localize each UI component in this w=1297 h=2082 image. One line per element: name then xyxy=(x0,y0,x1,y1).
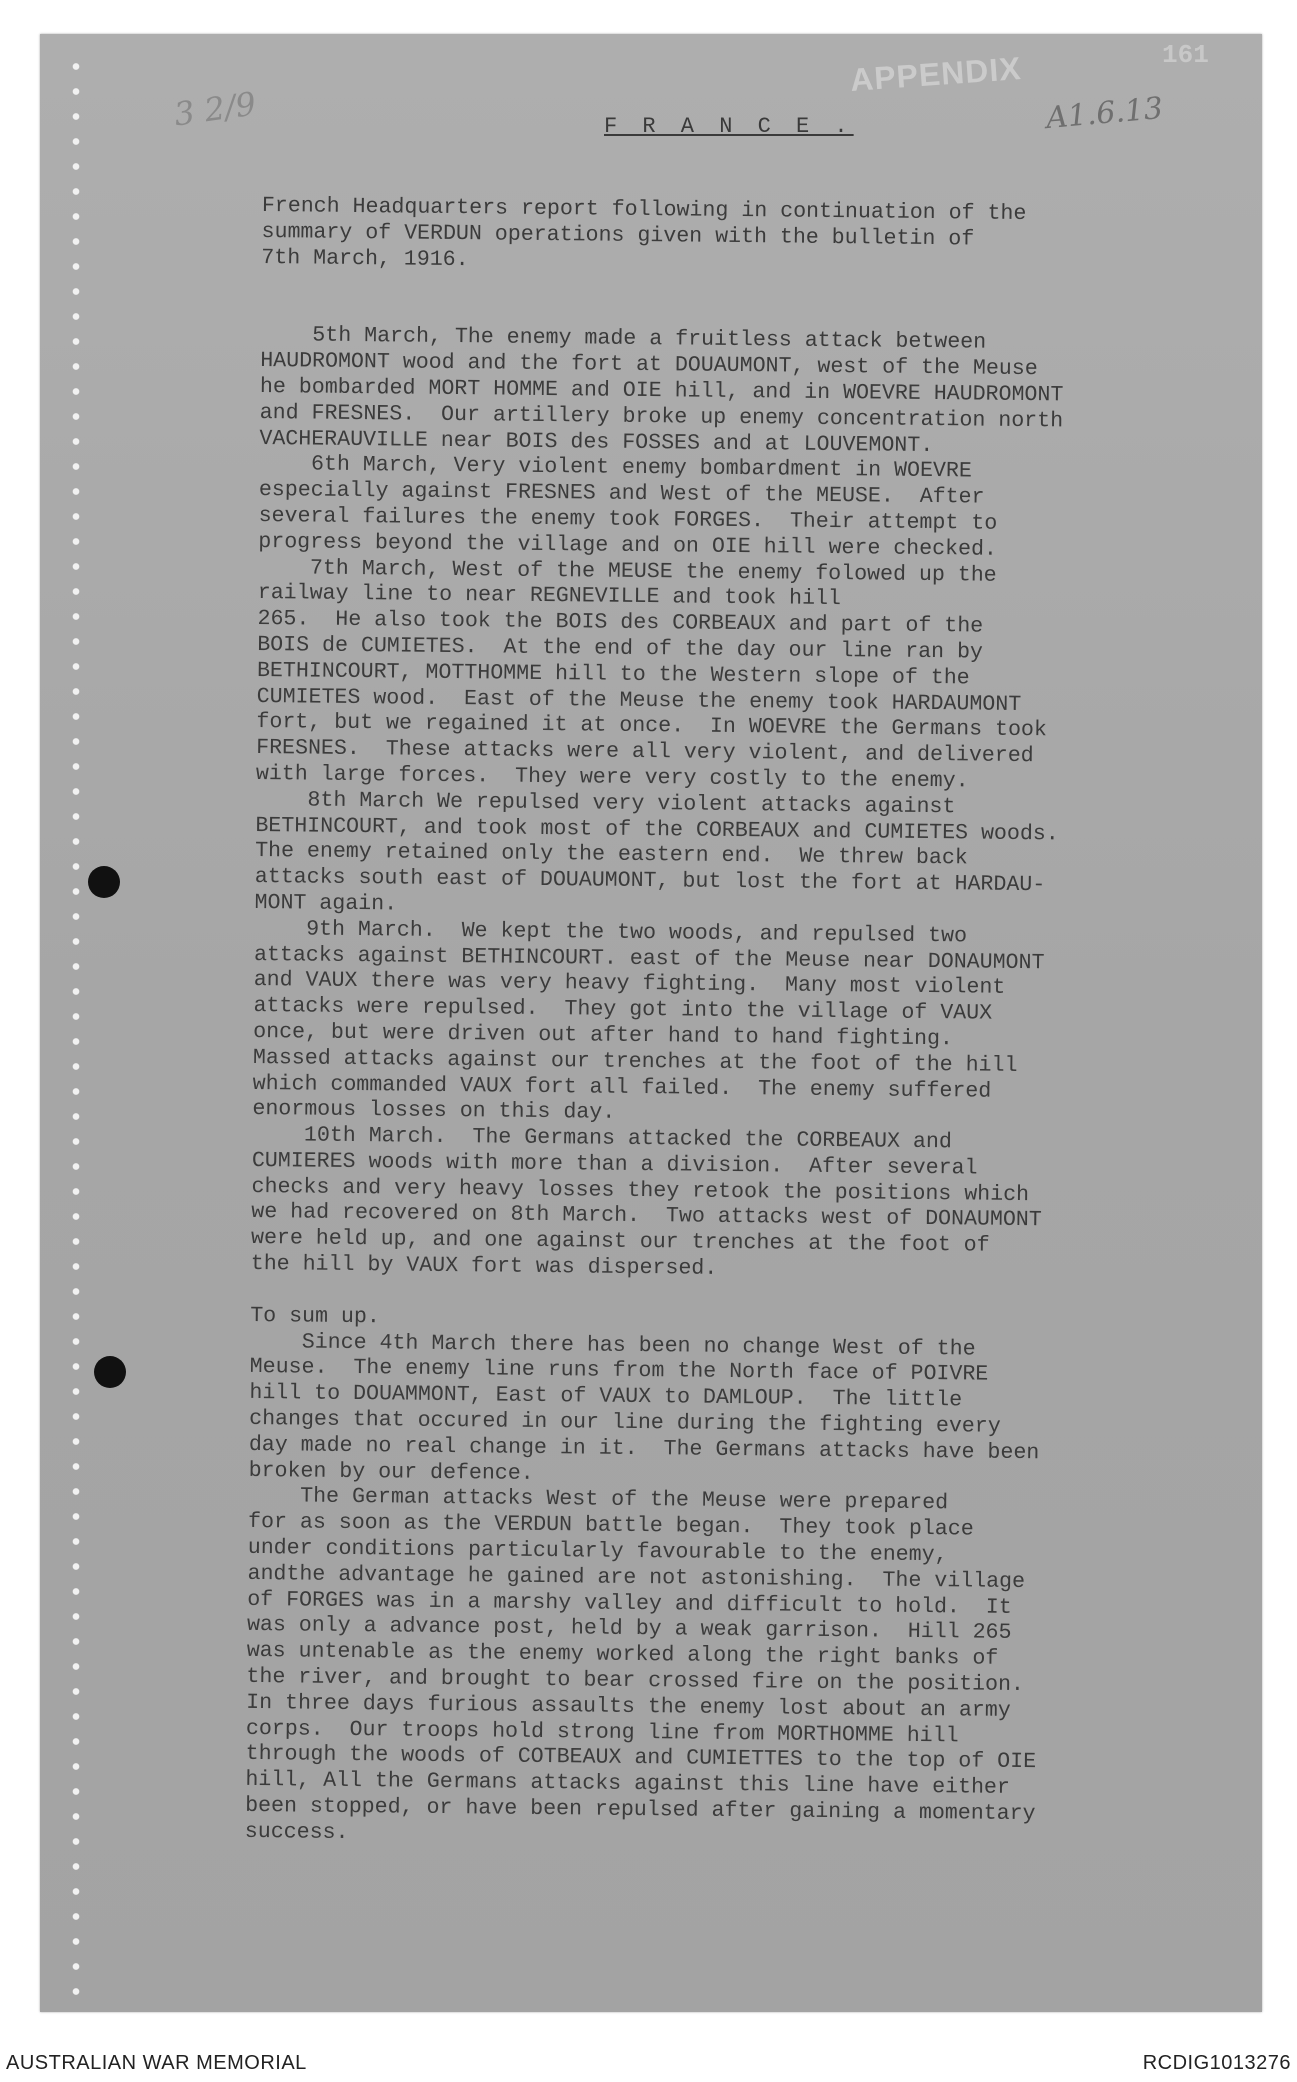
text-line: 6th March, Very violent enemy bombardment in WOEVRE xyxy=(259,452,972,484)
text-line: attacks south east of DOUAUMONT, but lost the fort at HARDAU- xyxy=(254,865,1046,898)
text-line: corps. Our troops hold strong line from MORTHOMME hill xyxy=(245,1716,959,1749)
text-line: with large forces. They were very costly to the enemy. xyxy=(255,761,969,794)
text-line: andthe advantage he gained are not astonishing. The village xyxy=(247,1561,1026,1594)
text-line: the hill by VAUX fort was dispersed. xyxy=(250,1252,718,1281)
text-line: BOIS de CUMIETES. At the end of the day our line ran by xyxy=(257,632,984,665)
text-line: several failures the enemy took FORGES. Their attempt to xyxy=(258,503,998,536)
text-line: and FRESNES. Our artillery broke up enemy concentration north xyxy=(259,400,1064,434)
text-line: Massed attacks against our trenches at the foot of the hill xyxy=(252,1045,1018,1078)
text-line: we had recovered on 8th March. Two attacks west of DONAUMONT xyxy=(251,1200,1042,1233)
text-line: hill, All the Germans attacks against this line have either xyxy=(245,1768,1011,1801)
text-line: summary of VERDUN operations given with the bulletin of xyxy=(261,219,975,252)
text-line: CUMIETES wood. East of the Meuse the enemy took HARDAUMONT xyxy=(256,684,1022,717)
summary-heading: To sum up. xyxy=(250,1303,380,1330)
text-line: under conditions particularly favourable to the enemy, xyxy=(247,1535,948,1568)
punch-hole xyxy=(94,1356,126,1388)
text-line: 8th March We repulsed very violent attacks against xyxy=(255,787,956,820)
text-line: fort, but we regained it at once. In WOEVRE the Germans took xyxy=(256,710,1048,743)
text-line: progress beyond the village and on OIE hill were checked. xyxy=(258,529,998,562)
pencil-annotation: 3 2/9 xyxy=(171,84,259,134)
text-line: been stopped, or have been repulsed after gaining a momentary xyxy=(244,1793,1036,1827)
text-line: 7th March, West of the MEUSE the enemy folowed up the xyxy=(257,555,997,588)
footer-record-id: RCDIG1013276 xyxy=(1142,2052,1291,2074)
punch-hole xyxy=(88,866,120,898)
text-line: In three days furious assaults the enemy lost about an army xyxy=(246,1690,1011,1723)
text-line: 10th March. The Germans attacked the CORBEAUX and xyxy=(252,1123,952,1155)
text-line: and VAUX there was very heavy fighting. Many most violent xyxy=(253,968,1006,1001)
text-line: attacks against BETHINCOURT. east of the Meuse near DONAUMONT xyxy=(253,942,1045,975)
text-line: BETHINCOURT, MOTTHOMME hill to the Western slope of the xyxy=(256,658,970,691)
text-line: was untenable as the enemy worked along the right banks of xyxy=(246,1639,999,1672)
text-line: MONT again. xyxy=(254,890,398,917)
text-line: changes that occured in our line during the fighting every xyxy=(249,1406,1001,1439)
text-line: VACHERAUVILLE near BOIS des FOSSES and at LOUVEMONT. xyxy=(259,426,934,458)
text-line: Meuse. The enemy line runs from the North face of POIVRE xyxy=(249,1355,989,1388)
text-line: was only a advance post, held by a weak garrison. Hill 265 xyxy=(246,1613,1012,1646)
narrative-section xyxy=(251,323,1231,1288)
text-line: 7th March, 1916. xyxy=(261,245,469,272)
text-line: French Headquarters report following in continuation of the xyxy=(261,194,1027,227)
text-line: attacks were repulsed. They got into the village of VAUX xyxy=(253,994,993,1026)
text-line: enormous losses on this day. xyxy=(252,1097,616,1126)
text-line: BETHINCOURT, and took most of the CORBEAUX and CUMIETES woods. xyxy=(255,813,1059,846)
text-line: Since 4th March there has been no change West of the xyxy=(249,1329,976,1362)
footer-institution: AUSTRALIAN WAR MEMORIAL xyxy=(6,2052,307,2074)
document-body xyxy=(245,194,1232,1856)
text-line: broken by our defence. xyxy=(248,1458,534,1486)
text-line: once, but were driven out after hand to hand fighting. xyxy=(253,1019,954,1052)
text-line: 5th March, The enemy made a fruitless attack between xyxy=(260,323,987,355)
text-line: which commanded VAUX fort all failed. The enemy suffered xyxy=(252,1071,992,1104)
page-number: 161 xyxy=(1162,40,1209,70)
text-line: CUMIERES woods with more than a division. After several xyxy=(251,1148,978,1181)
text-line: through the woods of COTBEAUX and CUMIETTES to the top of OIE xyxy=(245,1742,1037,1775)
text-line: of FORGES was in a marshy valley and difficult to hold. It xyxy=(247,1587,1012,1620)
appendix-stamp: APPENDIX xyxy=(848,50,1023,98)
text-line: FRESNES. These attacks were all very violent, and delivered xyxy=(256,736,1034,769)
text-line: day made no real change in it. The Germans attacks have been xyxy=(248,1432,1040,1466)
text-line: 265. He also took the BOIS des CORBEAUX and part of the xyxy=(257,607,984,639)
text-line: The enemy retained only the eastern end. We threw back xyxy=(254,839,968,871)
text-line: were held up, and one against our trenches at the foot of xyxy=(250,1226,990,1258)
text-line: The German attacks West of the Meuse were prepared xyxy=(248,1484,949,1516)
text-line: 9th March. We kept the two woods, and repulsed two xyxy=(254,916,968,949)
text-line: the river, and brought to bear crossed fire on the position. xyxy=(246,1664,1025,1698)
text-line: especially against FRESNES and West of the MEUSE. After xyxy=(258,478,985,510)
text-line: railway line to near REGNEVILLE and took hill xyxy=(257,581,842,612)
handwritten-reference: A1.6.13 xyxy=(1044,90,1165,137)
document-title: F R A N C E . xyxy=(604,114,854,139)
intro-paragraph xyxy=(261,194,1232,282)
perforated-edge xyxy=(68,54,84,2004)
text-line: hill to DOUAMMONT, East of VAUX to DAMLOUP. The little xyxy=(249,1381,963,1413)
text-line: he bombarded MORT HOMME and OIE hill, and in WOEVRE HAUDROMONT xyxy=(259,374,1064,408)
text-line: success. xyxy=(244,1819,349,1845)
text-line: for as soon as the VERDUN battle began. They took place xyxy=(247,1510,974,1542)
text-line: HAUDROMONT wood and the fort at DOUAUMONT, west of the Meuse xyxy=(260,349,1038,382)
summary-section xyxy=(245,1304,1221,1856)
text-line: checks and very heavy losses they retook the positions which xyxy=(251,1174,1030,1207)
